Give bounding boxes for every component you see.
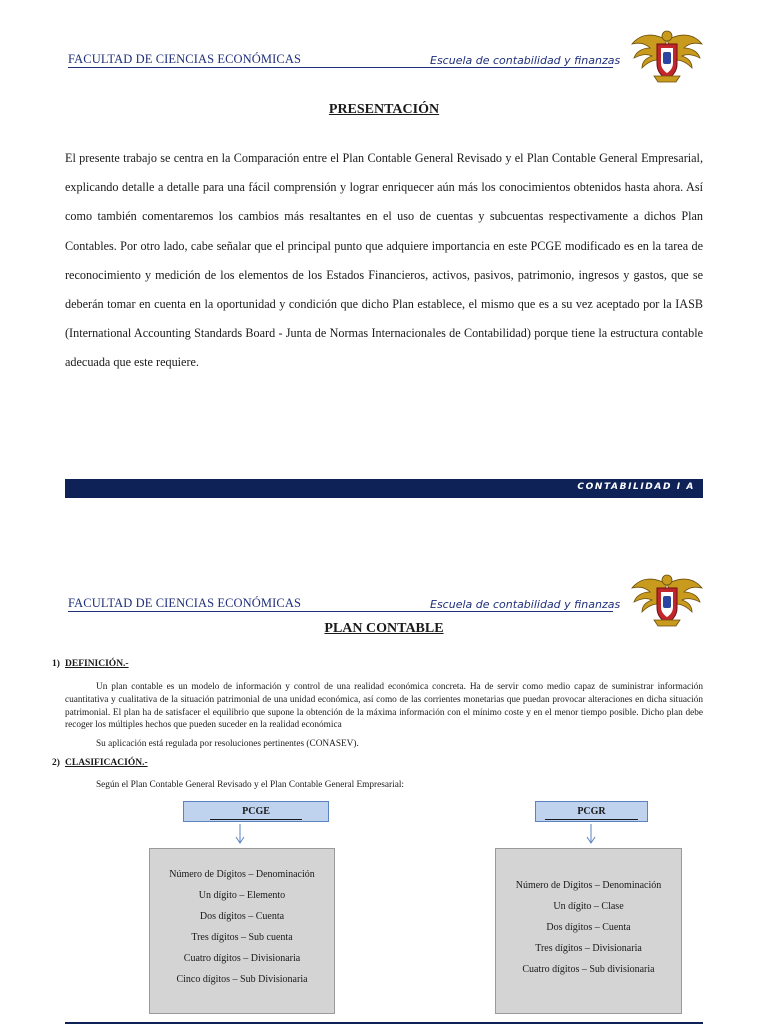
pcgr-item: Un dígito – Clase <box>553 901 624 912</box>
section-2-number: 2) <box>52 758 60 768</box>
pcge-item: Tres dígitos – Sub cuenta <box>191 932 293 943</box>
header-faculty: FACULTAD DE CIENCIAS ECONÓMICAS <box>68 52 302 66</box>
section-1-title: DEFINICIÓN.- <box>65 659 129 669</box>
pcgr-arrow-down-icon <box>586 824 596 844</box>
pcgr-list-box <box>495 848 682 1014</box>
footer-course-label: CONTABILIDAD I A <box>577 482 695 492</box>
pcge-item: Un dígito – Elemento <box>198 890 286 901</box>
pcgr-label: PCGR <box>545 805 637 820</box>
pcgr-item: Número de Dígitos – Denominación <box>515 880 662 891</box>
page-title-presentacion: PRESENTACIÓN <box>328 102 440 117</box>
footer-bar <box>65 479 703 498</box>
page-plan-contable <box>0 540 768 1024</box>
pcgr-header-box <box>535 801 648 822</box>
header-school: Escuela de contabilidad y finanzas <box>430 54 621 67</box>
page-title-plan-contable: PLAN CONTABLE <box>324 621 444 636</box>
pcgr-item: Cuatro dígitos – Sub divisionaria <box>522 964 655 975</box>
section-1-number: 1) <box>52 659 60 669</box>
header-rule <box>68 611 613 612</box>
intro-paragraph: El presente trabajo se centra en la Comparación entre el Plan Contable General Revisado y el Plan Contable General Empresarial, explicando detalle a detalle para una fácil comprensión y lograr enriquecer aún más los conocimientos obtenidos hasta ahora. Así como también comentaremos los cambios más resaltantes en el uso de cuentas y subcuentas respectivamente a dichos Plan Contables. Por otro lado, cabe señalar que el principal punto que adquiere importancia en este PCGE modificado es en la tarea de reconocimiento y medición de los elementos de los Estados Financieros, activos, pasivos, patrimonio, ingresos y gastos, que se deberán tomar en cuenta en la oportunidad y condición que dicho Plan establece, el mismo que es a su vez aceptado por la IASB (International Accounting Standards Board - Junta de Normas Internacionales de Contabilidad) porque tiene la estructura contable adecuada que este requiere. <box>65 151 703 370</box>
university-crest-icon <box>630 570 704 628</box>
pcge-header-box <box>183 801 329 822</box>
section-1-note: Su aplicación está regulada por resoluciones pertinentes (CONASEV). <box>96 739 359 749</box>
section-1-paragraph: Un plan contable es un modelo de información y control de una realidad económica concreta. Ha de servir como medio capaz de suministrar información cuantitativa y cualitativa de la situación patrimonial de una unidad económica, así como de las corrientes monetarias que puedan provocar alteraciones en dicha situación patrimonial. El plan ha de satisfacer el equilibrio que supone la obtención de la máxima información con el mínimo coste y en el menor tiempo posible. Dicho plan debe recoger los múltiples hechos que pueden suceder en la realidad económica <box>65 682 703 731</box>
pcge-arrow-down-icon <box>235 824 245 844</box>
header-rule <box>68 67 613 68</box>
section-2-intro: Según el Plan Contable General Revisado y el Plan Contable General Empresarial: <box>96 780 405 790</box>
university-crest-icon <box>630 26 704 84</box>
pcge-item: Dos dígitos – Cuenta <box>199 911 285 922</box>
section-2-title: CLASIFICACIÓN.- <box>65 758 148 768</box>
pcge-item: Cuatro dígitos – Divisionaria <box>183 953 301 964</box>
pcge-list-box <box>149 848 335 1014</box>
pcgr-item: Tres dígitos – Divisionaria <box>535 943 642 954</box>
header-faculty: FACULTAD DE CIENCIAS ECONÓMICAS <box>68 596 302 610</box>
pcge-item: Cinco dígitos – Sub Divisionaria <box>176 974 308 985</box>
pcgr-item: Dos dígitos – Cuenta <box>546 922 631 933</box>
header-school: Escuela de contabilidad y finanzas <box>430 598 621 611</box>
pcge-item: Número de Dígitos – Denominación <box>169 869 315 880</box>
pcge-label: PCGE <box>210 805 302 820</box>
